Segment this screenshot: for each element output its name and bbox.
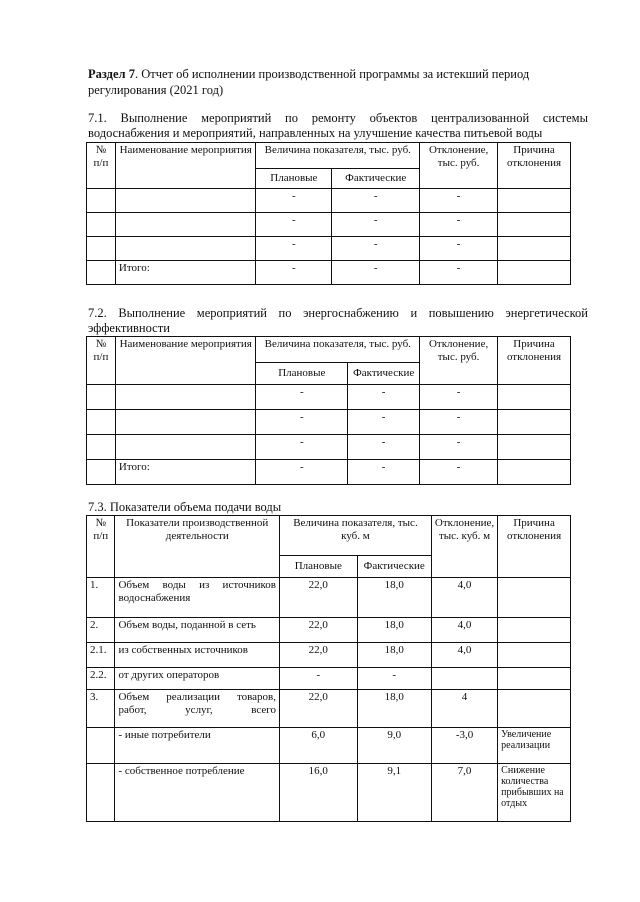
cell-fact: - [348,435,420,460]
cell-fact: - [357,668,431,690]
cell-plan: - [256,435,348,460]
cell-fact: 18,0 [357,578,431,618]
cell-plan: - [256,410,348,435]
cell-fact: - [348,385,420,410]
table-7-1 [86,142,571,285]
cell-plan: - [256,189,332,213]
cell-dev: 4 [431,690,497,728]
cell-name [115,189,256,213]
cell-reason [498,578,571,618]
table-header-row [87,516,571,556]
cell-fact: 18,0 [357,643,431,668]
table-7-2-title-line2: эффективности [88,321,170,335]
cell-plan: 22,0 [280,578,358,618]
cell-fact: - [332,213,420,237]
cell-reason [498,237,571,261]
cell-reason [498,668,571,690]
cell-name: Объем воды из источников водоснабжения [115,578,280,618]
cell-dev: - [420,189,498,213]
cell-reason [498,435,571,460]
cell-dev: - [420,410,498,435]
cell-reason [498,643,571,668]
table-header-row [87,143,571,169]
table-row [87,189,571,213]
header-name: Наименование мероприятия [115,337,256,385]
cell-fact: 18,0 [357,618,431,643]
header-deviation: Отклонение, тыс. руб. [420,337,498,385]
cell-fact: - [348,460,420,485]
cell-reason: Увеличение реализации [498,728,571,764]
header-reason: Причина отклонения [498,337,571,385]
cell-dev: - [420,213,498,237]
section-heading [88,66,588,98]
cell-name-total: Итого: [115,261,256,285]
header-actual: Фактические [332,169,420,189]
table-row [87,213,571,237]
cell-dev: - [420,385,498,410]
cell-dev: 4,0 [431,643,497,668]
cell-plan: - [280,668,358,690]
cell-plan: - [256,237,332,261]
cell-plan: 22,0 [280,690,358,728]
cell-name: Объем реализации товаров, работ, услуг, всего [115,690,280,728]
table-row [87,728,571,764]
cell-dev: -3,0 [431,728,497,764]
header-value: Величина показателя, тыс. руб. [256,337,420,363]
cell-num [87,764,115,822]
cell-num [87,261,116,285]
cell-reason: Снижение количества прибывших на отдых [498,764,571,822]
cell-reason [498,460,571,485]
table-row [87,668,571,690]
table-7-3 [86,515,571,822]
table-row [87,764,571,822]
header-name: Наименование мероприятия [115,143,256,189]
header-deviation: Отклонение, тыс. руб. [420,143,498,189]
table-7-1-title-line2: водоснабжения и мероприятий, направленных на улучшение качества питьевой воды [88,126,543,140]
cell-fact: 9,0 [357,728,431,764]
table-row [87,385,571,410]
cell-num [87,213,116,237]
header-planned: Плановые [256,363,348,385]
cell-plan: - [256,460,348,485]
cell-dev: - [420,237,498,261]
header-value: Величина показателя, тыс. куб. м [280,516,432,556]
header-num: № п/п [87,516,115,578]
cell-num [87,237,116,261]
header-value: Величина показателя, тыс. руб. [256,143,420,169]
cell-name: - собственное потребление [115,764,280,822]
cell-num [87,385,116,410]
cell-name: из собственных источников [115,643,280,668]
cell-name [115,410,256,435]
cell-dev: - [420,261,498,285]
cell-num: 1. [87,578,115,618]
header-actual: Фактические [348,363,420,385]
cell-dev: - [420,460,498,485]
cell-dev: 7,0 [431,764,497,822]
table-7-2 [86,336,571,485]
table-header-row [87,337,571,363]
cell-fact: 18,0 [357,690,431,728]
cell-name [115,385,256,410]
cell-num: 2.2. [87,668,115,690]
table-row [87,690,571,728]
cell-reason [498,690,571,728]
section-heading-bold: Раздел 7 [88,67,135,81]
table-7-3-title: 7.3. Показатели объема подачи воды [88,500,282,514]
table-row [87,435,571,460]
table-row [87,578,571,618]
cell-plan: - [256,385,348,410]
cell-dev: - [420,435,498,460]
cell-num [87,728,115,764]
cell-reason [498,385,571,410]
cell-reason [498,189,571,213]
cell-num: 3. [87,690,115,728]
header-name: Показатели производственной деятельности [115,516,280,578]
table-total-row [87,261,571,285]
header-num: № п/п [87,337,116,385]
cell-num [87,189,116,213]
cell-num [87,410,116,435]
cell-fact: - [332,237,420,261]
cell-plan: 6,0 [280,728,358,764]
header-planned: Плановые [256,169,332,189]
cell-num [87,460,116,485]
header-deviation: Отклонение, тыс. куб. м [431,516,497,578]
table-total-row [87,460,571,485]
cell-plan: 22,0 [280,618,358,643]
table-row [87,410,571,435]
table-row [87,643,571,668]
cell-num [87,435,116,460]
header-reason: Причина отклонения [498,516,571,578]
cell-name [115,237,256,261]
cell-reason [498,618,571,643]
cell-dev: 4,0 [431,618,497,643]
cell-plan: - [256,213,332,237]
cell-plan: 22,0 [280,643,358,668]
header-planned: Плановые [280,556,358,578]
section-heading-text: . Отчет об исполнении производственной программы за истекший период регулирования (2021 год) [88,67,530,97]
cell-name-total: Итого: [115,460,256,485]
cell-dev [431,668,497,690]
cell-fact: - [332,189,420,213]
header-reason: Причина отклонения [498,143,571,189]
cell-fact: 9,1 [357,764,431,822]
cell-reason [498,410,571,435]
cell-name [115,213,256,237]
table-row [87,237,571,261]
cell-reason [498,261,571,285]
table-row [87,618,571,643]
cell-plan: - [256,261,332,285]
header-actual: Фактические [357,556,431,578]
cell-name: от других операторов [115,668,280,690]
cell-dev: 4,0 [431,578,497,618]
header-num: № п/п [87,143,116,189]
cell-plan: 16,0 [280,764,358,822]
cell-fact: - [348,410,420,435]
table-7-2-title-line1: 7.2. Выполнение мероприятий по энергоснабжению и повышению энергетической [88,306,588,320]
cell-fact: - [332,261,420,285]
table-7-1-title-line1: 7.1. Выполнение мероприятий по ремонту объектов централизованной системы [88,111,588,125]
cell-name [115,435,256,460]
cell-num: 2. [87,618,115,643]
cell-name: - иные потребители [115,728,280,764]
cell-num: 2.1. [87,643,115,668]
cell-name: Объем воды, поданной в сеть [115,618,280,643]
cell-reason [498,213,571,237]
